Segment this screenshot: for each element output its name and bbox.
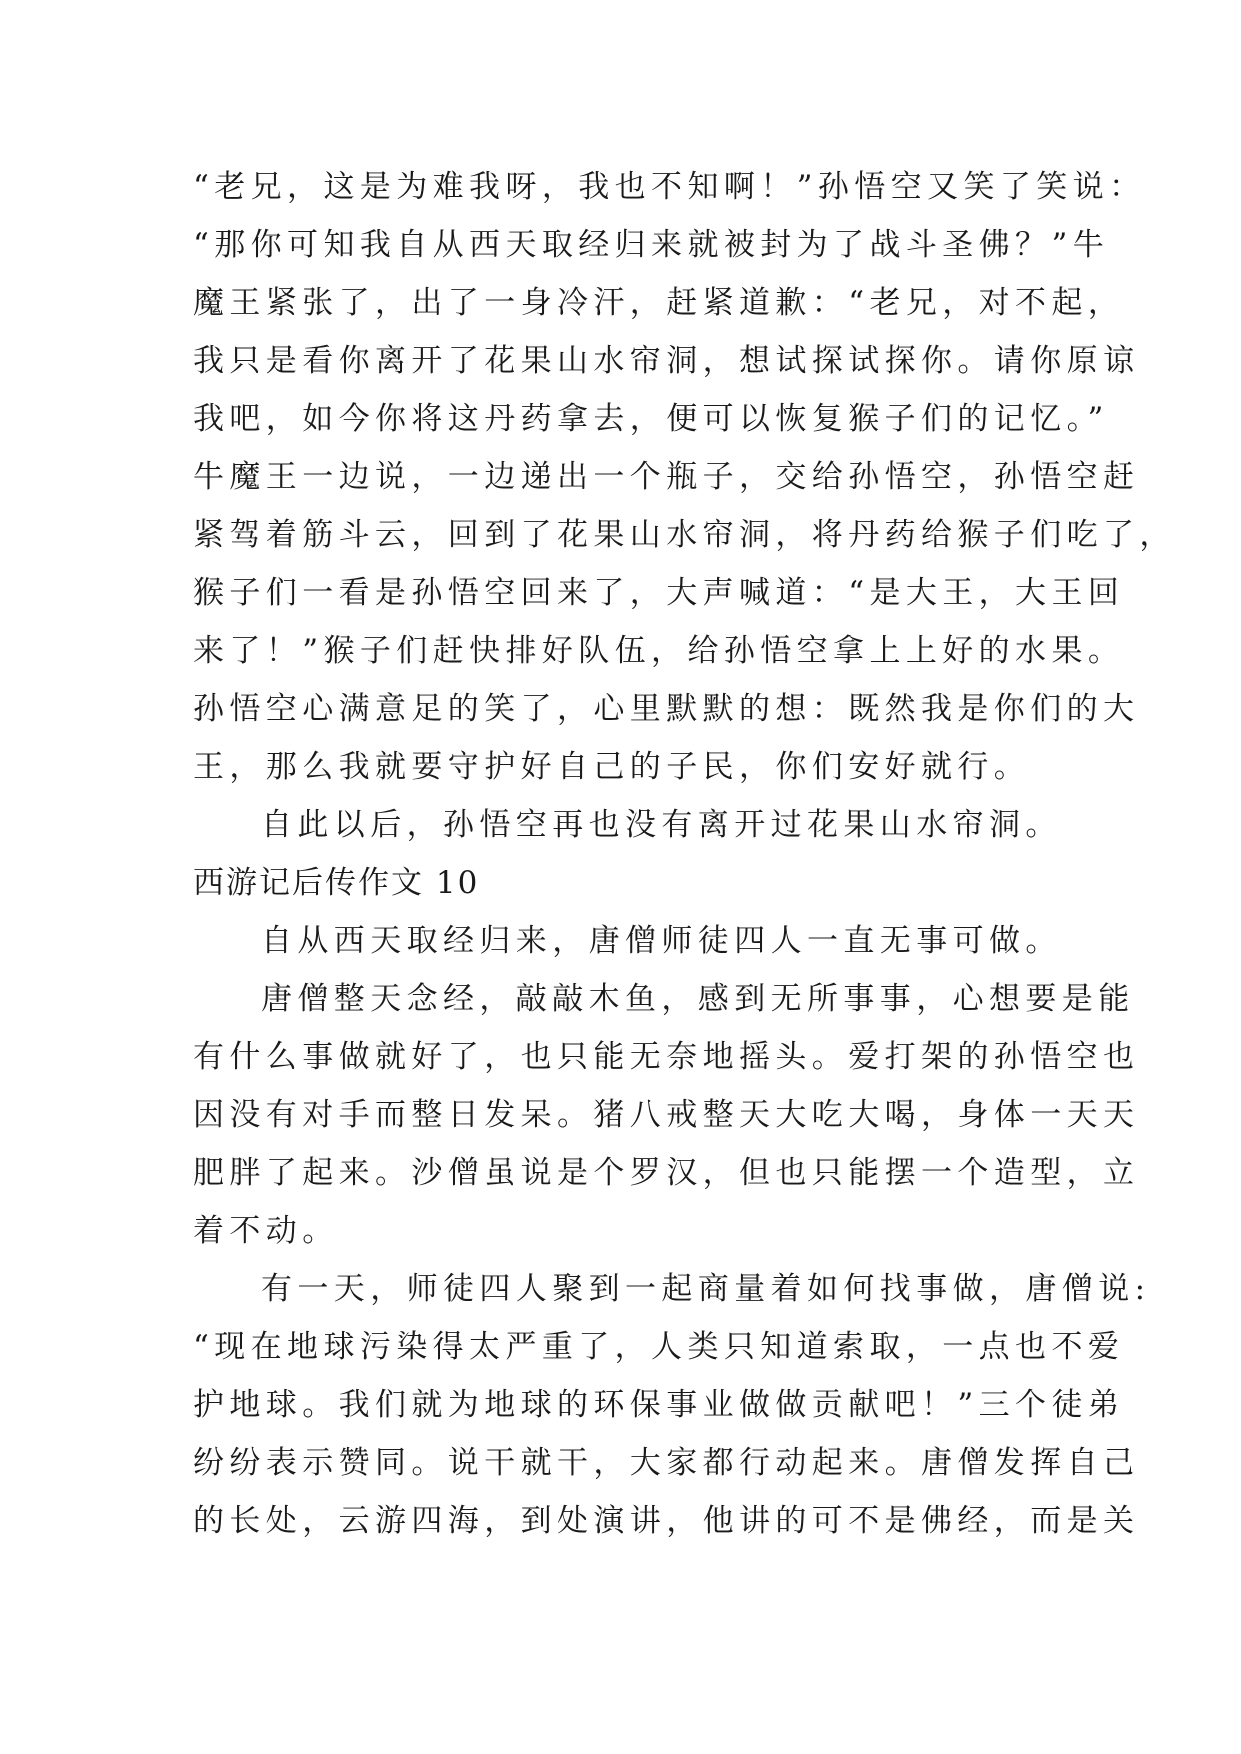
text-line: 有一天，师徒四人聚到一起商量着如何找事做，唐僧说: bbox=[261, 1271, 1151, 1307]
text-line: 猴子们一看是孙悟空回来了，大声喊道：“是大王，大王回 bbox=[193, 575, 1125, 611]
text-line: 来了！”猴子们赶快排好队伍，给孙悟空拿上上好的水果。 bbox=[193, 633, 1125, 669]
text-line: “老兄，这是为难我呀，我也不知啊！”孙悟空又笑了笑说： bbox=[193, 169, 1146, 205]
text-line: “那你可知我自从西天取经归来就被封为了战斗圣佛？”牛 bbox=[193, 227, 1110, 263]
text-line: 王，那么我就要守护好自己的子民，你们安好就行。 bbox=[193, 749, 1031, 785]
text-line: 魔王紧张了，出了一身冷汗，赶紧道歉：“老兄，对不起， bbox=[193, 285, 1125, 321]
text-line: “现在地球污染得太严重了，人类只知道索取，一点也不爱 bbox=[193, 1329, 1125, 1365]
document-page bbox=[193, 158, 1176, 1550]
text-line: 的长处，云游四海，到处演讲，他讲的可不是佛经，而是关 bbox=[193, 1503, 1140, 1539]
text-line: 我吧，如今你将这丹药拿去，便可以恢复猴子们的记忆。” bbox=[193, 401, 1109, 437]
text-line: 因没有对手而整日发呆。猪八戒整天大吃大喝，身体一天天 bbox=[193, 1097, 1140, 1133]
text-line: 纷纷表示赞同。说干就干，大家都行动起来。唐僧发挥自己 bbox=[193, 1445, 1140, 1481]
text-line: 护地球。我们就为地球的环保事业做做贡献吧！”三个徒弟 bbox=[193, 1387, 1125, 1423]
text-line: 肥胖了起来。沙僧虽说是个罗汉，但也只能摆一个造型，立 bbox=[193, 1155, 1140, 1191]
section-heading: 西游记后传作文 10 bbox=[193, 865, 480, 901]
text-line: 着不动。 bbox=[193, 1213, 339, 1249]
text-line: 孙悟空心满意足的笑了，心里默默的想：既然我是你们的大 bbox=[193, 691, 1140, 727]
text-line: 唐僧整天念经，敲敲木鱼，感到无所事事，心想要是能 bbox=[261, 981, 1135, 1017]
text-line: 自此以后，孙悟空再也没有离开过花果山水帘洞。 bbox=[261, 807, 1062, 843]
text-line: 牛魔王一边说，一边递出一个瓶子，交给孙悟空，孙悟空赶 bbox=[193, 459, 1140, 495]
text-line: 有什么事做就好了，也只能无奈地摇头。爱打架的孙悟空也 bbox=[193, 1039, 1140, 1075]
text-line: 紧驾着筋斗云，回到了花果山水帘洞，将丹药给猴子们吃了， bbox=[193, 517, 1176, 553]
text-line: 自从西天取经归来，唐僧师徒四人一直无事可做。 bbox=[261, 923, 1062, 959]
text-line: 我只是看你离开了花果山水帘洞，想试探试探你。请你原谅 bbox=[193, 343, 1140, 379]
